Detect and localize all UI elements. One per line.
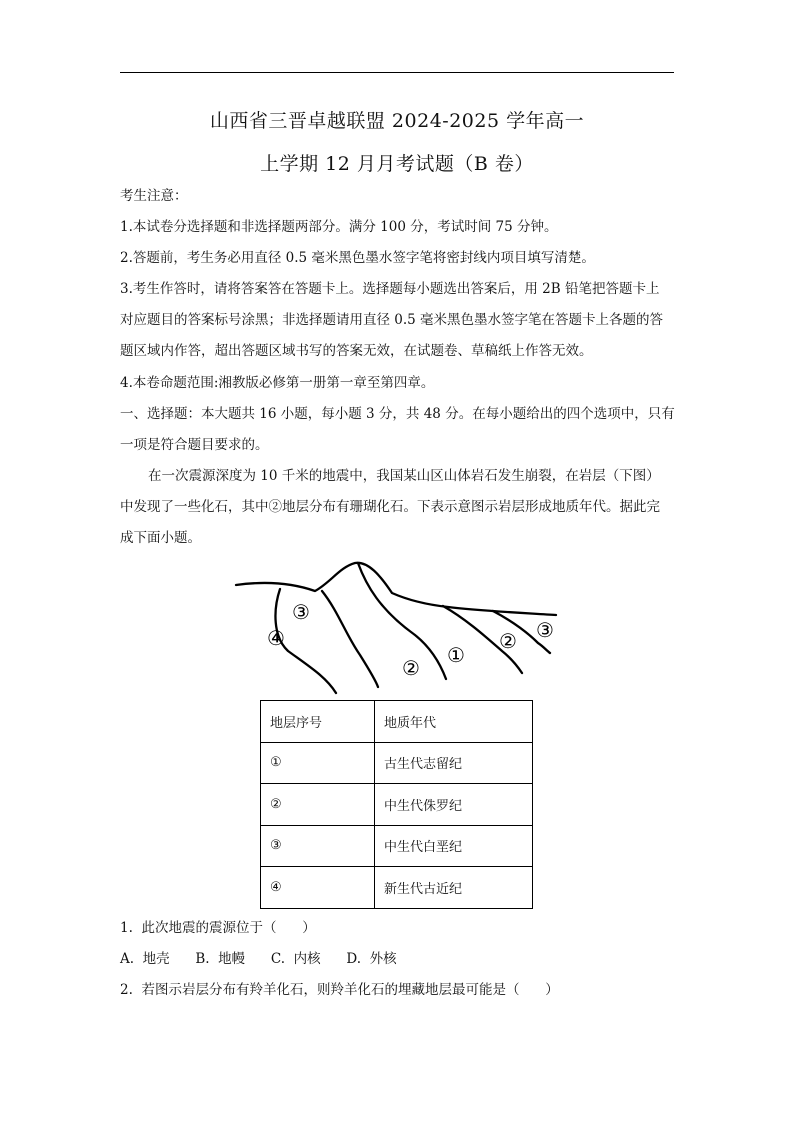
table-cell: ②: [261, 784, 375, 826]
label-stratum-2-left: ②: [402, 656, 420, 680]
table-cell: ①: [261, 742, 375, 784]
section1-intro-line1: 一、选择题：本大题共 16 小题，每小题 3 分，共 48 分。在每小题给出的四个选项中，只有: [120, 406, 675, 422]
surface-line: [236, 563, 556, 615]
section1-intro-line2: 一项是符合题目要求的。: [120, 437, 269, 453]
rock-strata-diagram: [230, 555, 570, 695]
table-row: [261, 784, 533, 826]
question-2: 2. 若图示岩层分布有羚羊化石，则羚羊化石的埋藏地层最可能是（ ）: [120, 982, 559, 998]
table-row: [261, 867, 533, 909]
exam-title-line1: 山西省三晋卓越联盟 2024-2025 学年高一: [209, 110, 585, 132]
notice-item-3-line2: 对应题目的答案标号涂黑；非选择题请用直径 0.5 毫米黑色墨水签字笔在答题卡上各题的答: [120, 312, 664, 328]
question-1: 1. 此次地震的震源位于（ ）: [120, 920, 316, 936]
stratum-boundary-mid1: [322, 591, 378, 687]
label-stratum-4: ④: [267, 626, 285, 650]
notice-item-2: 2.答题前，考生务必用直径 0.5 毫米黑色墨水签字笔将密封线内项目填写清楚。: [120, 250, 595, 266]
table-cell: ③: [261, 825, 375, 867]
table-cell: 中生代白垩纪: [375, 825, 533, 867]
table-cell: 新生代古近纪: [375, 867, 533, 909]
passage-line3: 成下面小题。: [120, 530, 201, 546]
label-stratum-3-right: ③: [536, 618, 554, 642]
notice-heading: 考生注意：: [120, 188, 188, 204]
table-header-cell: 地质年代: [375, 701, 533, 743]
header-rule: [120, 72, 674, 73]
notice-item-3-line1: 3.考生作答时，请将答案答在答题卡上。选择题每小题选出答案后，用 2B 铅笔把答题卡上: [120, 281, 660, 297]
table-cell: 古生代志留纪: [375, 742, 533, 784]
label-stratum-3-left: ③: [292, 600, 310, 624]
table-cell: 中生代侏罗纪: [375, 784, 533, 826]
notice-item-3-line3: 题区域内作答，超出答题区域书写的答案无效，在试题卷、草稿纸上作答无效。: [120, 343, 593, 359]
table-header-row: [261, 701, 533, 743]
table-cell: ④: [261, 867, 375, 909]
passage-line2: 中发现了一些化石，其中②地层分布有珊瑚化石。下表示意图示岩层形成地质年代。据此完: [120, 499, 660, 515]
label-stratum-2-right: ②: [499, 629, 517, 653]
notice-item-1: 1.本试卷分选择题和非选择题两部分。满分 100 分，考试时间 75 分钟。: [120, 219, 558, 235]
exam-title-line2: 上学期 12 月月考试题（B 卷）: [260, 153, 534, 175]
label-stratum-1: ①: [447, 643, 465, 667]
table-row: [261, 825, 533, 867]
question-1-options: A. 地壳 B. 地幔 C. 内核 D. 外核: [120, 951, 397, 967]
strata-age-table: [260, 700, 533, 909]
table-row: [261, 742, 533, 784]
table-header-cell: 地层序号: [261, 701, 375, 743]
passage-line1: 在一次震源深度为 10 千米的地震中，我国某山区山体岩石发生崩裂，在岩层（下图）: [148, 468, 660, 484]
notice-item-4: 4.本卷命题范围:湘教版必修第一册第一章至第四章。: [120, 375, 435, 391]
